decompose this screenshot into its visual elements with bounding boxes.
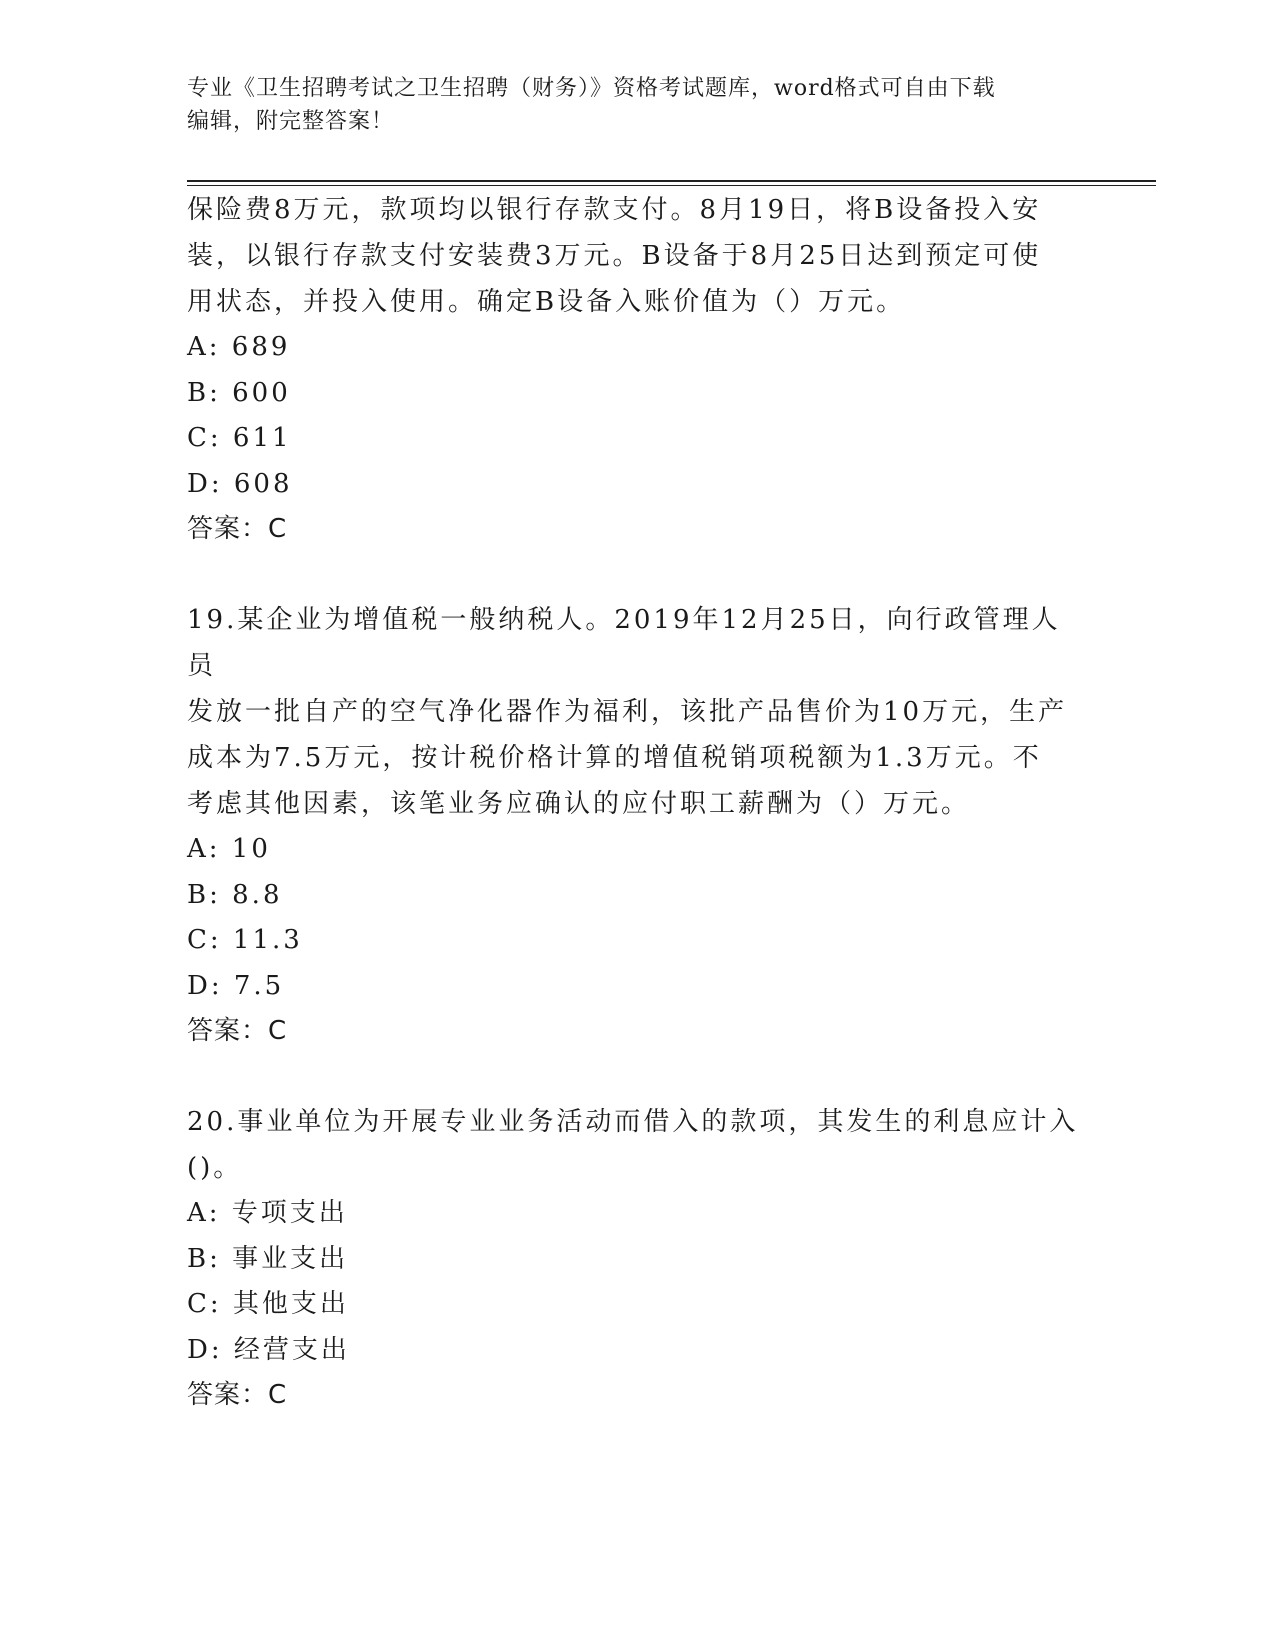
option-c: C: 611 <box>187 423 292 453</box>
header-rule-thick <box>187 180 1156 182</box>
document-header <box>187 72 1087 138</box>
option-a: A: 689 <box>187 332 291 362</box>
question-line: 成本为7.5万元，按计税价格计算的增值税销项税额为1.3万元。不 <box>187 743 1042 773</box>
option-c: C: 11.3 <box>187 925 303 955</box>
option-b: B: 8.8 <box>187 879 283 910</box>
spacer <box>187 1054 1087 1099</box>
header-line-1: 专业《卫生招聘考试之卫生招聘（财务）》资格考试题库，word格式可自由下载 <box>187 76 996 101</box>
spacer <box>187 552 1087 597</box>
question-line: 考虑其他因素，该笔业务应确认的应付职工薪酬为（）万元。 <box>187 789 971 819</box>
question-line: 用状态，并投入使用。确定B设备入账价值为（）万元。 <box>187 287 906 317</box>
question-18-continued <box>187 187 1087 552</box>
question-line: 发放一批自产的空气净化器作为福利，该批产品售价为10万元，生产 <box>187 697 1068 727</box>
question-line: 19.某企业为增值税一般纳税人。2019年12月25日，向行政管理人员 <box>187 605 1061 681</box>
question-19 <box>187 597 1087 1054</box>
header-line-2: 编辑，附完整答案！ <box>187 109 395 134</box>
question-line: 装，以银行存款支付安装费3万元。B设备于8月25日达到预定可使 <box>187 241 1042 271</box>
answer-line: 答案：C <box>187 514 288 544</box>
option-c: C: 其他支出 <box>187 1289 349 1319</box>
header-rule-thin <box>187 185 1156 186</box>
document-body <box>187 187 1087 1418</box>
question-line: 20.事业单位为开展专业业务活动而借入的款项，其发生的利息应计入 <box>187 1107 1079 1137</box>
answer-line: 答案：C <box>187 1380 288 1410</box>
option-a: A: 10 <box>187 834 271 864</box>
option-d: D: 7.5 <box>187 970 285 1001</box>
answer-line: 答案：C <box>187 1016 288 1046</box>
option-b: B: 事业支出 <box>187 1243 349 1274</box>
option-d: D: 608 <box>187 468 293 499</box>
option-b: B: 600 <box>187 377 291 408</box>
option-d: D: 经营支出 <box>187 1334 350 1365</box>
option-a: A: 专项支出 <box>187 1198 348 1228</box>
question-line: 保险费8万元，款项均以银行存款支付。8月19日，将B设备投入安 <box>187 195 1042 225</box>
question-line: ()。 <box>187 1153 243 1183</box>
question-20 <box>187 1099 1087 1418</box>
